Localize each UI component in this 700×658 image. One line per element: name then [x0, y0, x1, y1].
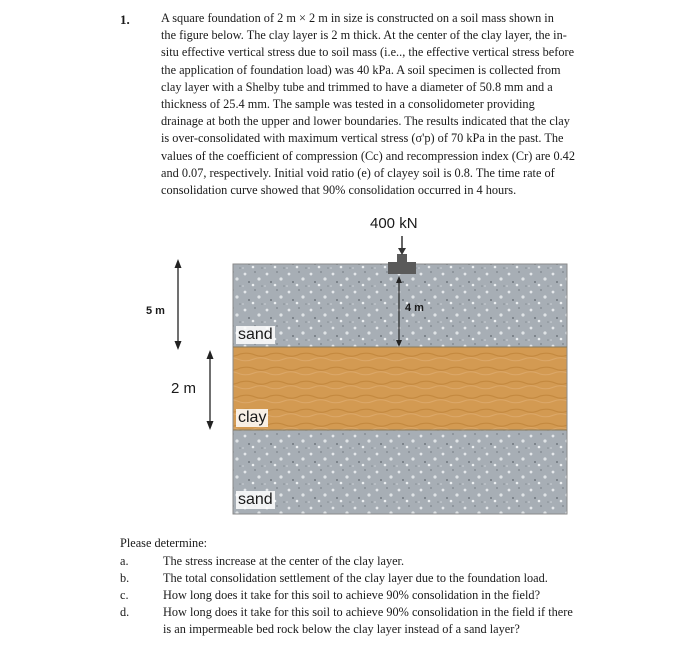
question-list — [120, 553, 640, 638]
questions-intro: Please determine: — [120, 536, 208, 550]
statement-line: values of the coefficient of compression (Cc) and recompression index (Cr) are 0.42 — [161, 148, 575, 163]
statement-line: consolidation curve showed that 90% consolidation occurred in 4 hours. — [161, 183, 517, 198]
statement-line: the figure below. The clay layer is 2 m thick. At the center of the clay layer, the in- — [161, 28, 567, 43]
statement-line: thickness of 25.4 mm. The sample was tested in a consolidometer providing — [161, 97, 535, 112]
statement-line: and 0.07, respectively. Initial void ratio (e) of clayey soil is 0.8. The time rate of — [161, 165, 555, 180]
question-line: The total consolidation settlement of the clay layer due to the foundation load. — [163, 571, 548, 585]
load-label: 400 kN — [370, 215, 418, 232]
sand-layer-top — [233, 264, 567, 347]
statement-line: situ effective vertical stress due to soil mass (i.e.., the effective vertical stress before — [161, 45, 575, 60]
question-text — [163, 570, 640, 587]
question-item — [120, 587, 640, 604]
sand-layer-bottom — [233, 430, 567, 514]
question-line: How long does it take for this soil to achieve 90% consolidation in the field if there — [163, 605, 573, 619]
question-line: The stress increase at the center of the clay layer. — [163, 554, 405, 568]
sand-top-label: sand — [238, 326, 273, 343]
sand-depth-label: 5 m — [146, 305, 165, 317]
question-text — [163, 604, 640, 638]
question-item — [120, 604, 640, 638]
question-text — [163, 553, 640, 570]
statement-line: clay layer with a Shelby tube and trimmed to have a diameter of 50.8 mm and a — [161, 79, 553, 94]
question-text — [163, 587, 640, 604]
footing — [388, 254, 416, 274]
sand-depth-dimension — [175, 259, 182, 350]
load-arrow — [398, 236, 406, 255]
statement-line: is over-consolidated with maximum vertical stress (σ'p) of 70 kPa in the past. The — [161, 131, 564, 146]
question-number: 1. — [120, 12, 130, 27]
statement-line: the application of foundation load) was 40 kPa. A soil specimen is collected from — [161, 62, 561, 77]
question-line: is an impermeable bed rock below the clay layer instead of a sand layer? — [163, 622, 520, 636]
question-letter: c. — [120, 588, 129, 602]
question-item — [120, 570, 640, 587]
problem-statement — [161, 10, 623, 199]
question-line: How long does it take for this soil to achieve 90% consolidation in the field? — [163, 588, 541, 602]
statement-line: drainage at both the upper and lower boundaries. The results indicated that the clay — [161, 114, 570, 129]
statement-line: A square foundation of 2 m × 2 m in size is constructed on a soil mass shown in — [161, 11, 554, 25]
question-letter: d. — [120, 605, 130, 619]
question-item — [120, 553, 640, 570]
clay-layer — [233, 347, 567, 430]
question-letter: b. — [120, 571, 130, 585]
clay-thickness-label: 2 m — [171, 380, 197, 397]
footing-to-clay-label: 4 m — [405, 302, 424, 314]
sand-bottom-label: sand — [238, 491, 273, 508]
clay-thickness-dimension — [207, 350, 214, 430]
clay-label: clay — [238, 409, 267, 426]
question-letter: a. — [120, 554, 129, 568]
